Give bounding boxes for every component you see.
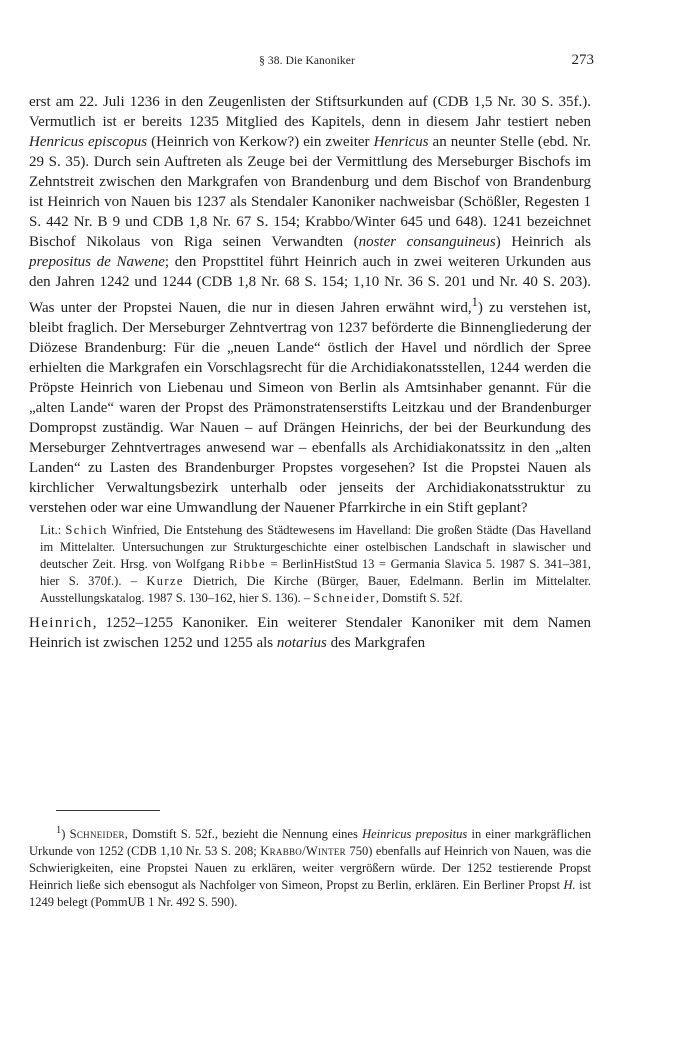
paragraph-heinrich-von-nauen: erst am 22. Juli 1236 in den Zeugenlisten der Stiftsurkunden auf (CDB 1,5 Nr. 30 S. 35f.). Vermutlich ist er bereits 1235 Mitglied des Kapitels, denn in diesem Jahr testiert neben Henricus episcopus (Heinrich von Kerkow?) ein zweiter Henricus an neunter Stelle (ebd. Nr. 29 S. 35). Durch sein Auftreten als Zeuge bei der Vermittlung des Merseburger Bischofs im Zehntstreit zwischen den Markgrafen von Brandenburg und dem Bischof von Brandenburg ist Heinrich von Nauen bis 1237 als Stendaler Kanoniker nachweisbar (Schößler, Regesten 1 S. 442 Nr. B 9 und CDB 1,8 Nr. 67 S. 154; Krabbo/Winter 645 und 648). 1241 bezeichnet Bischof Nikolaus von Riga seinen Verwandten (noster consanguineus) Heinrich als prepositus de Nawene; den Propsttitel führt Heinrich auch in zwei weiteren Urkunden aus den Jahren 1242 und 1244 (CDB 1,8 Nr. 68 S. 154; 1,10 Nr. 36 S. 201 und Nr. 40 S. 203). Was unter der Propstei Nauen, die nur in diesen Jahren erwähnt wird,$^1$) zu verstehen ist, bleibt fraglich. Der Merseburger Zehntvertrag von 1237 beförderte die Binnengliederung der Diözese Brandenburg: Für die „neuen Lande“ östlich der Havel und nördlich der Spree erhielten die Markgrafen ein Vorschlagsrecht für die Archidiakonatsstellen, 1244 werden die Pröpste Heinrich von Liebenau und Simeon von Berlin als Amtsinhaber genannt. Für die „alten Lande“ waren der Propst des Prämonstratenserstifts Leitzkau und der Brandenburger Dompropst zuständig. War Nauen – auf Drängen Heinrichs, der bei der Beurkundung des Merseburger Zehntvertrages anwesend war – ebenfalls als Archidiakonatssitz in den „alten Landen“ zu Lasten des Brandenburger Propstes vorgesehen? Ist die Propstei Nauen als kirchlicher Verwaltungsbezirk unterhalb oder jenseits der Archidiakonatsstruktur zu verstehen oder war eine Umwandlung der Nauener Pfarrkirche in ein Stift geplant?: [29, 94, 592, 516]
page-header: [0, 52, 700, 74]
footnote-1: $^1$) Schneider, Domstift S. 52f., bezieht die Nennung eines Heinricus prepositus in einer markgräflichen Urkunde von 1252 (CDB 1,10 Nr. 53 S. 208; Krabbo/Winter 750) ebenfalls auf Heinrich von Nauen, was die Schwierigkeiten, eine Propstei Nauen zu erklären, weiter vergrößern würde. Der 1252 testierende Propst Heinrich ließe sich ebensogut als Nachfolger von Simeon, Propst zu Berlin, erklären. Ein Berliner Propst H. ist 1249 belegt (PommUB 1 Nr. 492 S. 590).: [29, 825, 591, 910]
page-number: 273: [571, 52, 594, 68]
main-text: [29, 92, 591, 653]
paragraph-heinrich-notarius: Heinrich, 1252–1255 Kanoniker. Ein weiterer Stendaler Kanoniker mit dem Namen Heinrich ist zwischen 1252 und 1255 als notarius des Markgrafen: [29, 615, 591, 651]
literature-note: Lit.: Schich Winfried, Die Entstehung des Städtewesens im Havelland: Die großen Städte (Das Havelland im Mittelalter. Untersuchungen zur Strukturgeschichte einer ostelbischen Landschaft in slawischer und deutscher Zeit. Hrsg. von Wolfgang Ribbe = BerlinHistStud 13 = Germania Slavica 5. 1987 S. 341–381, hier S. 370f.). – Kurze Dietrich, Die Kirche (Bürger, Bauer, Edelmann. Berlin im Mittelalter. Ausstellungskatalog. 1987 S. 130–162, hier S. 136). – Schneider, Domstift S. 52f.: [40, 523, 592, 605]
running-head: § 38. Die Kanoniker: [259, 55, 355, 67]
footnote-separator: [56, 810, 160, 811]
footnote-reference[interactable]: 1: [471, 295, 478, 309]
